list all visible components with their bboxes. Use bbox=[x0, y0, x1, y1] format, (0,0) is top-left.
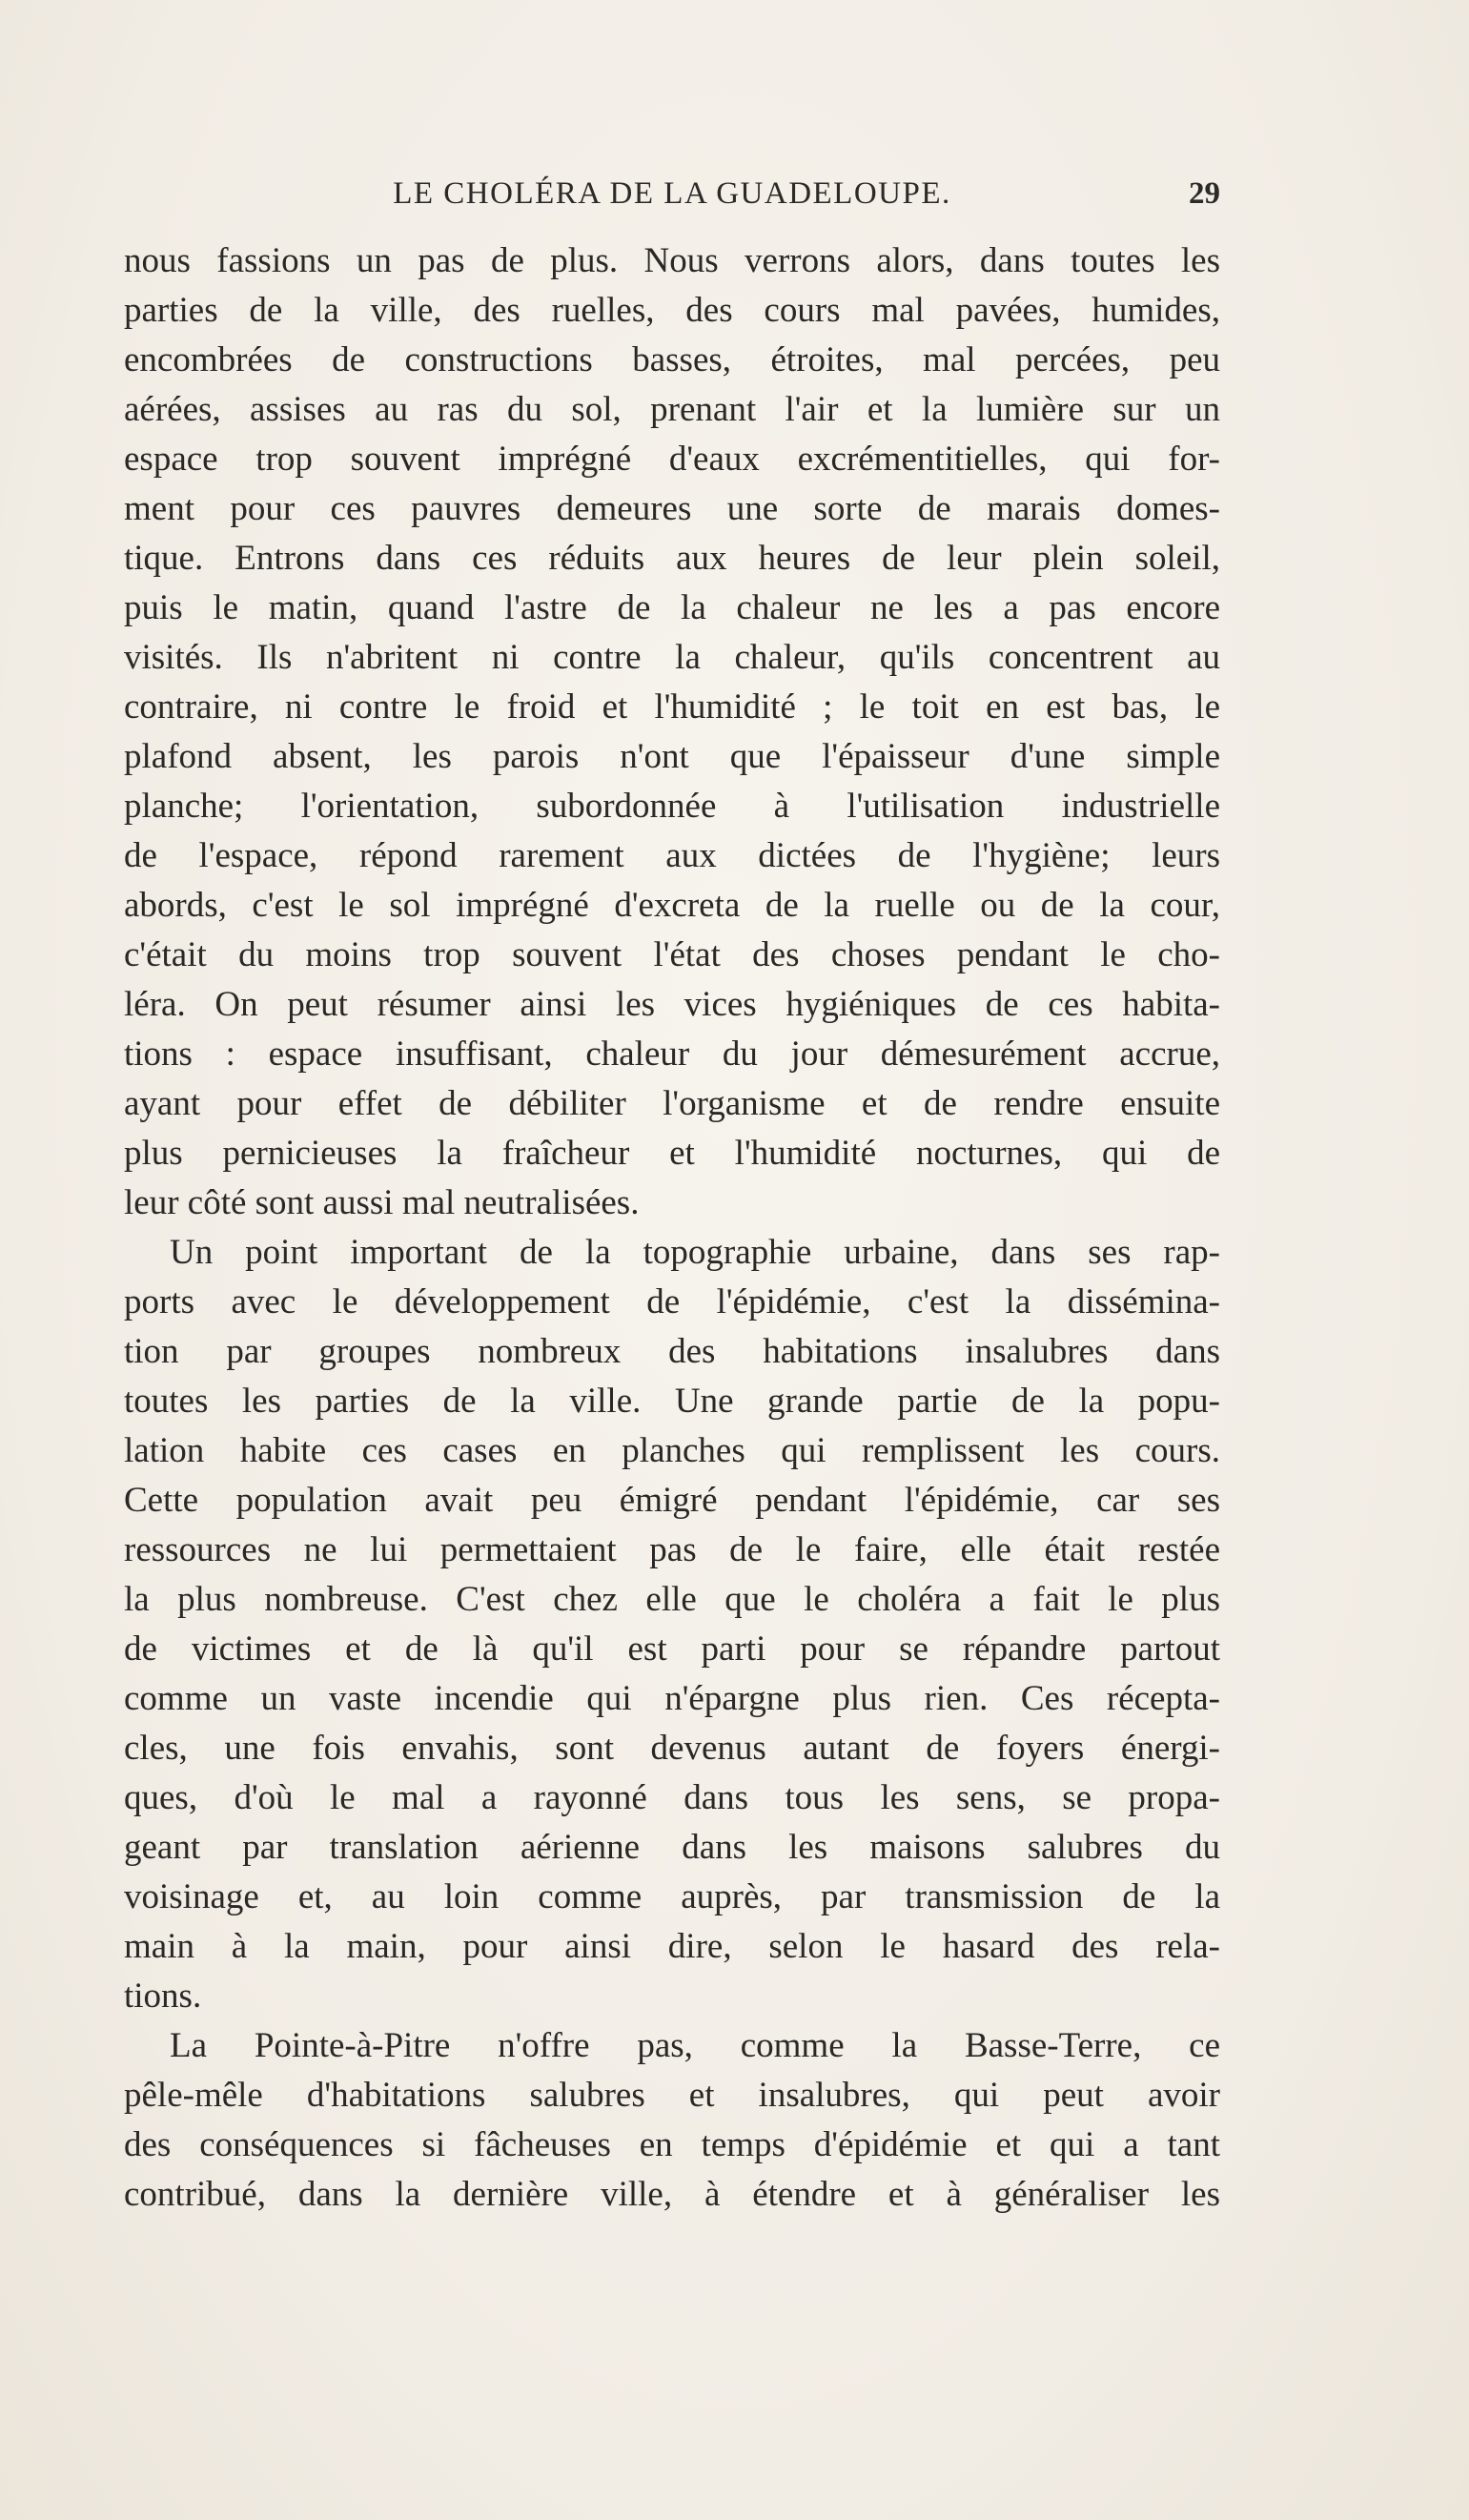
text-line: nous fassions un pas de plus. Nous verrons alors, dans toutes les bbox=[124, 241, 1220, 280]
text-line: de victimes et de là qu'il est parti pour se répandre partout bbox=[124, 1629, 1220, 1669]
paragraph-end-line: leur côté sont aussi mal neutralisées. bbox=[124, 1183, 640, 1222]
text-line: ressources ne lui permettaient pas de le faire, elle était restée bbox=[124, 1530, 1220, 1569]
text-line: plus pernicieuses la fraîcheur et l'humidité nocturnes, qui de bbox=[124, 1134, 1220, 1173]
text-line: ayant pour effet de débiliter l'organisme et de rendre ensuite bbox=[124, 1084, 1220, 1123]
text-line: parties de la ville, des ruelles, des cours mal pavées, humides, bbox=[124, 291, 1220, 330]
text-line: encombrées de constructions basses, étroites, mal percées, peu bbox=[124, 340, 1220, 379]
text-line: Cette population avait peu émigré pendant l'épidémie, car ses bbox=[124, 1481, 1220, 1520]
text-line: c'était du moins trop souvent l'état des choses pendant le cho- bbox=[124, 935, 1220, 974]
text-line: toutes les parties de la ville. Une grande partie de la popu- bbox=[124, 1382, 1220, 1421]
text-line: ment pour ces pauvres demeures une sorte de marais domes- bbox=[124, 489, 1220, 528]
text-line: geant par translation aérienne dans les maisons salubres du bbox=[124, 1828, 1220, 1867]
text-line: tions : espace insuffisant, chaleur du jour démesurément accrue, bbox=[124, 1035, 1220, 1074]
text-line: tion par groupes nombreux des habitations insalubres dans bbox=[124, 1332, 1220, 1371]
page-header bbox=[124, 176, 1220, 224]
text-line: aérées, assises au ras du sol, prenant l'air et la lumière sur un bbox=[124, 390, 1220, 429]
text-line: la plus nombreuse. C'est chez elle que le choléra a fait le plus bbox=[124, 1580, 1220, 1619]
text-line: comme un vaste incendie qui n'épargne plus rien. Ces récepta- bbox=[124, 1679, 1220, 1718]
text-line: visités. Ils n'abritent ni contre la chaleur, qu'ils concentrent au bbox=[124, 638, 1220, 677]
paragraph-start-line: La Pointe-à-Pitre n'offre pas, comme la Basse-Terre, ce bbox=[170, 2026, 1220, 2065]
paragraph-start-line: Un point important de la topographie urbaine, dans ses rap- bbox=[170, 1233, 1220, 1272]
text-line: puis le matin, quand l'astre de la chaleur ne les a pas encore bbox=[124, 588, 1220, 627]
text-line: des conséquences si fâcheuses en temps d'épidémie et qui a tant bbox=[124, 2125, 1220, 2164]
text-line: léra. On peut résumer ainsi les vices hygiéniques de ces habita- bbox=[124, 985, 1220, 1024]
body-text bbox=[124, 236, 1220, 2220]
text-line: pêle-mêle d'habitations salubres et insalubres, qui peut avoir bbox=[124, 2076, 1220, 2115]
text-line: ports avec le développement de l'épidémie, c'est la dissémina- bbox=[124, 1282, 1220, 1321]
text-line: tique. Entrons dans ces réduits aux heures de leur plein soleil, bbox=[124, 539, 1220, 578]
text-line: contraire, ni contre le froid et l'humidité ; le toit en est bas, le bbox=[124, 687, 1220, 727]
text-line: ques, d'où le mal a rayonné dans tous les sens, se propa- bbox=[124, 1778, 1220, 1817]
text-line: cles, une fois envahis, sont devenus autant de foyers énergi- bbox=[124, 1729, 1220, 1768]
page-number: 29 bbox=[1189, 176, 1220, 211]
paragraph-end-line: tions. bbox=[124, 1977, 202, 2016]
text-line: de l'espace, répond rarement aux dictées de l'hygiène; leurs bbox=[124, 836, 1220, 875]
text-line: abords, c'est le sol imprégné d'excreta de la ruelle ou de la cour, bbox=[124, 886, 1220, 925]
text-line: lation habite ces cases en planches qui remplissent les cours. bbox=[124, 1431, 1220, 1470]
text-line: voisinage et, au loin comme auprès, par transmission de la bbox=[124, 1877, 1220, 1916]
text-line: planche; l'orientation, subordonnée à l'utilisation industrielle bbox=[124, 787, 1220, 826]
text-line: plafond absent, les parois n'ont que l'épaisseur d'une simple bbox=[124, 737, 1220, 776]
text-line: main à la main, pour ainsi dire, selon le hasard des rela- bbox=[124, 1927, 1220, 1966]
running-title: LE CHOLÉRA DE LA GUADELOUPE. bbox=[393, 176, 951, 211]
text-line: contribué, dans la dernière ville, à étendre et à généraliser les bbox=[124, 2175, 1220, 2214]
text-line: espace trop souvent imprégné d'eaux excrémentitielles, qui for- bbox=[124, 440, 1220, 479]
